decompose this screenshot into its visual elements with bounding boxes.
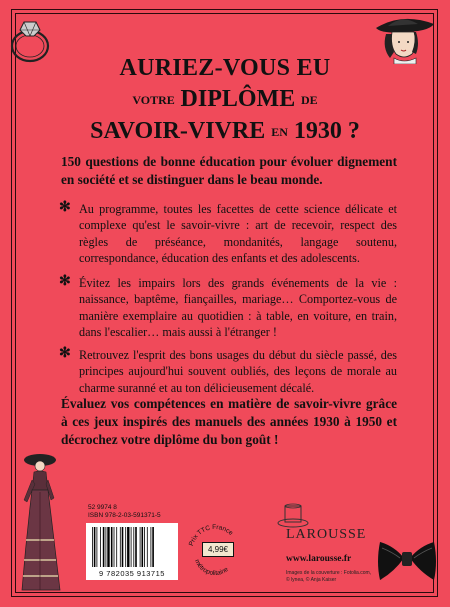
barcode-bar: [100, 527, 101, 567]
barcode-bar: [127, 527, 129, 567]
title-savoir-vivre: SAVOIR-VIVRE: [90, 118, 266, 144]
barcode-bar: [122, 527, 124, 567]
intro-text: 150 questions de bonne éducation pour évoluer dignement en société et se distinguer dans le beau monde.: [61, 154, 397, 187]
top-hat-icon: [276, 503, 310, 529]
title-line-1: AURIEZ-VOUS EU: [119, 55, 331, 81]
asterisk-icon: ✻: [59, 200, 71, 215]
price-label-bottom: métropolitaine: [193, 558, 230, 578]
barcode-bar: [103, 527, 105, 567]
isbn-text: ISBN 978-2-03-591371-5: [88, 512, 161, 519]
bullet-text: Retrouvez l'esprit des bons usages du début du siècle passé, des principes aujourd'hui souvent oubliés, des leçons de morale au charme suranné et au ton délicieusement décalé.: [79, 348, 397, 395]
price-label-top: Prix TTC France: [187, 523, 235, 547]
barcode-bar: [107, 527, 109, 567]
barcode-bar: [116, 527, 117, 567]
barcode-bar: [120, 527, 121, 567]
barcode-bar: [94, 527, 96, 567]
barcode-bar: [151, 527, 152, 567]
bullet-text: Évitez les impairs lors des grands événements de la vie : naissance, baptême, fiançailles, mariage… Comportez-vous de manière exemplaire au quotidien : à table, en voiture, en train, dans l'escalier… mais aussi à l'étranger !: [79, 276, 397, 340]
price-value: 4,99€: [202, 542, 234, 557]
barcode-bar: [106, 527, 107, 567]
svg-text:métropolitaine: [193, 558, 230, 577]
barcode-bar: [92, 527, 93, 567]
title-line-2: [0, 86, 450, 113]
title-votre: VOTRE: [132, 93, 175, 107]
barcode-bar: [144, 527, 145, 567]
barcode-bar: [97, 527, 98, 567]
barcode-bars: [92, 527, 174, 567]
barcode-number: 9 782035 913715: [99, 569, 165, 578]
asterisk-icon: ✻: [59, 274, 71, 289]
edwardian-lady-icon: [18, 450, 66, 596]
credits-line-2: © lynea, © Anja Kaiser: [286, 577, 337, 583]
bullet-text: Au programme, toutes les facettes de cette science délicate et complexe qu'est le savoir-vivre : art de recevoir, respect des règles de préséance, mondanités, langage soutenu, correspondance, éducation des enfants et des adolescents.: [79, 202, 397, 266]
title-diplome: DIPLÔME: [180, 86, 296, 112]
publisher-logo: LAROUSSE: [286, 527, 367, 542]
barcode-bar: [114, 527, 115, 567]
barcode-bar: [125, 527, 126, 567]
bow-tie-icon: [376, 532, 438, 592]
bullet-item: [61, 347, 397, 396]
asterisk-icon: ✻: [59, 346, 71, 361]
barcode-bar: [135, 527, 137, 567]
credits-line-1: Images de la couverture : Fotolia.com,: [286, 570, 372, 576]
barcode-bar: [152, 527, 154, 567]
barcode-bar: [133, 527, 134, 567]
barcode-bar: [142, 527, 144, 567]
product-code: 52 9974 8: [88, 504, 117, 511]
title-de: DE: [300, 93, 318, 107]
barcode-bar: [131, 527, 132, 567]
title-year: 1930 ?: [293, 118, 360, 144]
bullet-item: [61, 201, 397, 267]
barcode-bar: [111, 527, 113, 567]
title-en: EN: [271, 125, 288, 139]
website-link[interactable]: www.larousse.fr: [286, 554, 352, 564]
outro-text: Évaluez vos compétences en matière de savoir-vivre grâce à ces jeux inspirés des manuels des années 1930 à 1950 et décrochez votre diplôme du bon goût !: [61, 396, 397, 447]
bullet-item: [61, 275, 397, 341]
barcode-bar: [140, 527, 141, 567]
barcode-bar: [147, 527, 148, 567]
barcode: [86, 523, 178, 580]
title-line-3: [0, 118, 450, 145]
